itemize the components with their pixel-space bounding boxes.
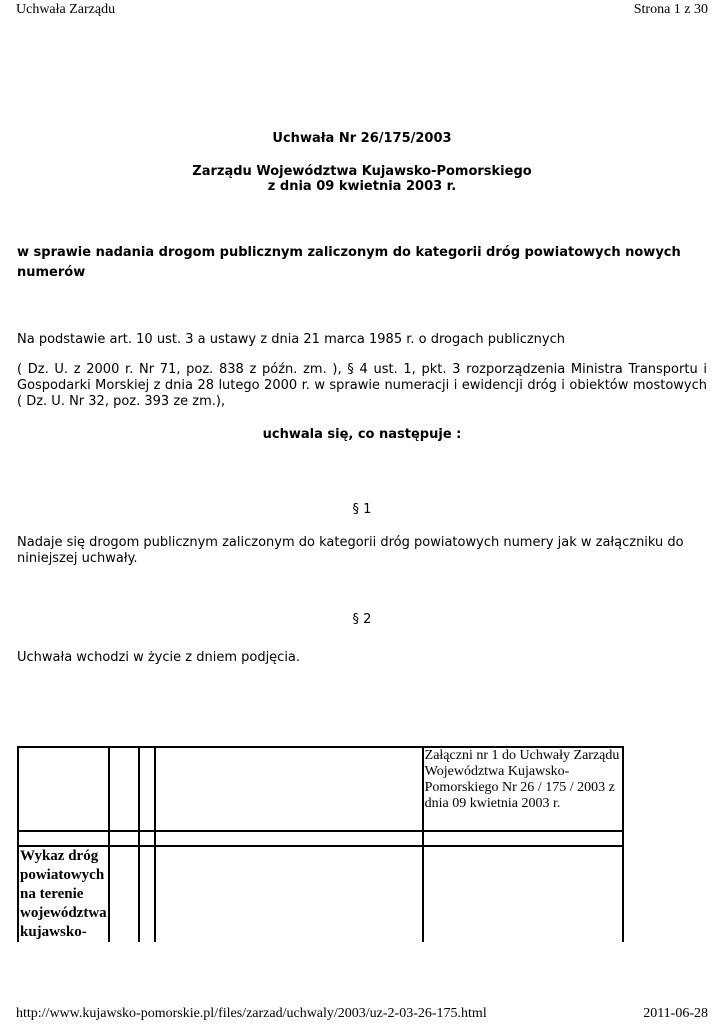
section-2-mark: § 2 [352,612,372,627]
legal-basis-line1: Na podstawie art. 10 ust. 3 a ustawy z dnia 21 marca 1985 r. o drogach publicznych [17,332,565,347]
table-row [18,846,623,942]
resolution-issuer-block [0,164,724,194]
section-1-text: Nadaje się drogom publicznym zaliczonym do kategorii dróg powiatowych numery jak w załączniku do niniejszej uchwały. [17,535,684,566]
resolution-subject: w sprawie nadania drogom publicznym zaliczonym do kategorii dróg powiatowych nowych numerów [17,245,681,280]
resolves-heading: uchwala się, co następuje : [262,427,462,442]
print-header-title: Uchwała Zarządu [16,2,116,17]
section-2-text: Uchwała wchodzi w życie z dniem podjęcia. [17,650,301,665]
legal-basis-line2: ( Dz. U. z 2000 r. Nr 71, poz. 838 z późn. zm. ), § 4 ust. 1, pkt. 3 rozporządzenia Ministra Transportu i Gospodarki Morskiej z dnia 28 lutego 2000 r. w sprawie numeracji i ewidencji dróg i obiektów mostowych ( Dz. U. Nr 32, poz. 393 ze zm.), [17,362,707,409]
resolution-number: Uchwała Nr 26/175/2003 [272,131,452,146]
road-list-title: Wykaz dróg powiatowych na terenie województwa kujawsko- [20,848,107,940]
table-row [18,747,623,831]
resolution-issuer: Zarządu Województwa Kujawsko-Pomorskiego [192,164,532,179]
print-header-page-info: Strona 1 z 30 [633,2,708,17]
print-footer-date: 2011-06-28 [643,1006,708,1021]
resolution-date: z dnia 09 kwietnia 2003 r. [267,179,457,194]
print-footer-url: http://www.kujawsko-pomorskie.pl/files/zarzad/uchwaly/2003/uz-2-03-26-175.html [16,1006,487,1021]
attachment-table [17,746,624,942]
attachment-note: Załączni nr 1 do Uchwały Zarządu Województwa Kujawsko-Pomorskiego Nr 26 / 175 / 2003 z dnia 09 kwietnia 2003 r. [423,747,623,831]
table-row [18,831,623,846]
section-1-mark: § 1 [352,502,372,517]
